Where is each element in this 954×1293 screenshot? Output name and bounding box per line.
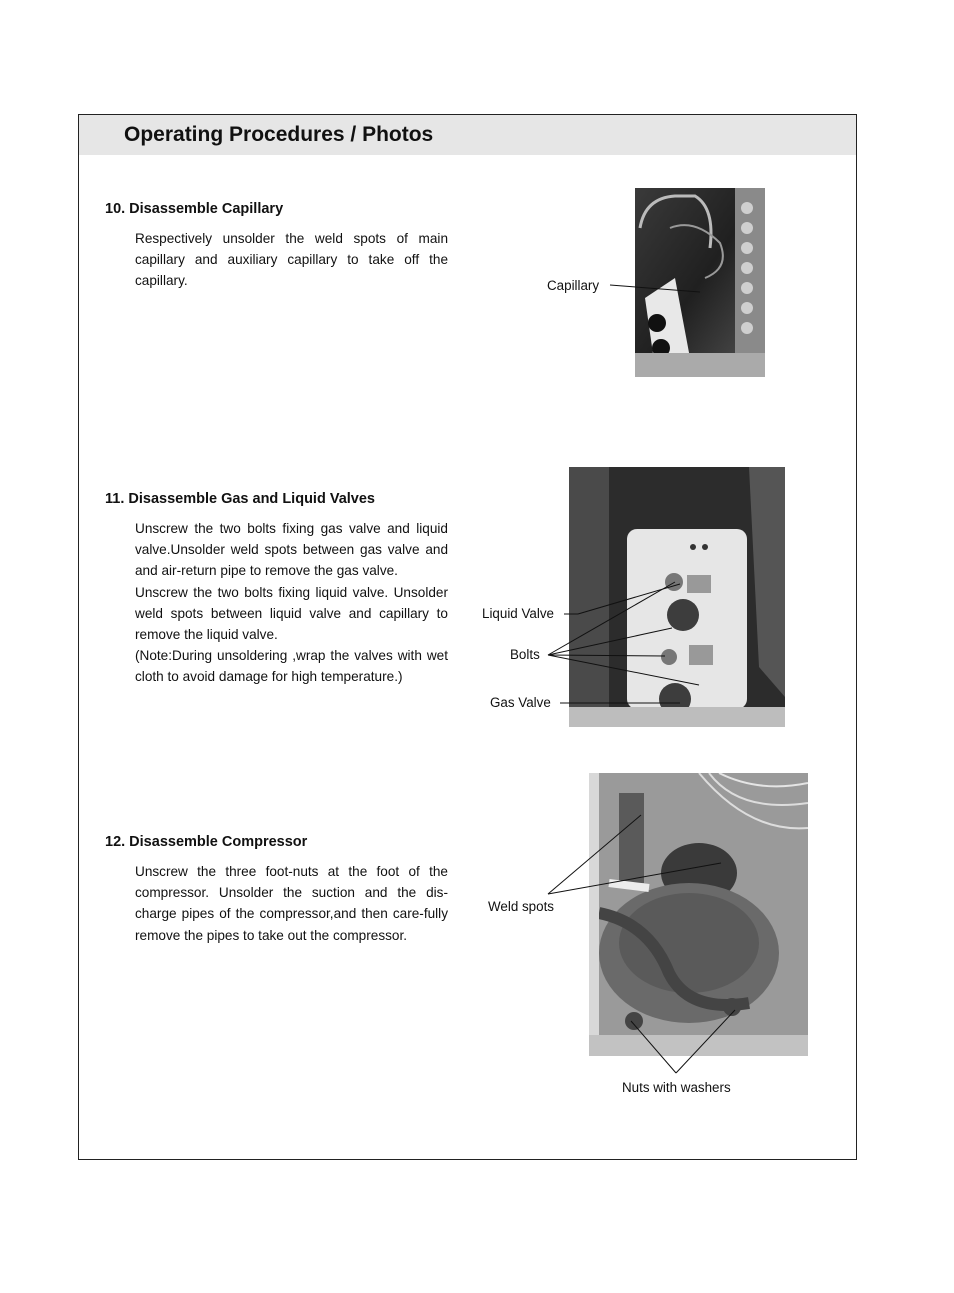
page-title: Operating Procedures / Photos [124, 123, 434, 146]
nuts-with-washers-label: Nuts with washers [622, 1080, 731, 1095]
weld-spots-label: Weld spots [488, 899, 554, 914]
liquid-valve-label: Liquid Valve [482, 606, 554, 621]
section-10-title: 10. Disassemble Capillary [105, 201, 284, 217]
page-header [79, 115, 856, 155]
section-12-title: 12. Disassemble Compressor [105, 834, 308, 850]
gas-valve-label: Gas Valve [490, 695, 551, 710]
section-10-paragraph: Respectively unsolder the weld spots of main capillary and auxiliary capillary to take off the capillary. [135, 231, 448, 289]
section-11-paragraph: Unscrew the two bolts fixing gas valve and liquid valve.Unsolder weld spots between gas valve and and air-return pipe to remove the gas valve. [135, 521, 448, 579]
section-12-body [135, 861, 448, 946]
capillary-photo [635, 188, 765, 377]
valves-photo [569, 467, 785, 727]
section-11-title: 11. Disassemble Gas and Liquid Valves [105, 491, 375, 507]
bolts-label: Bolts [510, 647, 540, 662]
section-11-paragraph: (Note:During unsoldering ,wrap the valves with wet cloth to avoid damage for high temperature.) [135, 648, 448, 685]
section-11-body [135, 518, 448, 688]
section-12-paragraph: Unscrew the three foot-nuts at the foot of the compressor. Unsolder the suction and the dis-charge pipes of the compressor,and then care-fully remove the pipes to take out the compressor. [135, 864, 448, 943]
capillary-label: Capillary [547, 278, 600, 293]
section-10-body [135, 228, 448, 292]
compressor-photo [589, 773, 808, 1056]
section-11-paragraph: Unscrew the two bolts fixing liquid valve. Unsolder weld spots between liquid valve and capillary to remove the liquid valve. [135, 584, 448, 643]
